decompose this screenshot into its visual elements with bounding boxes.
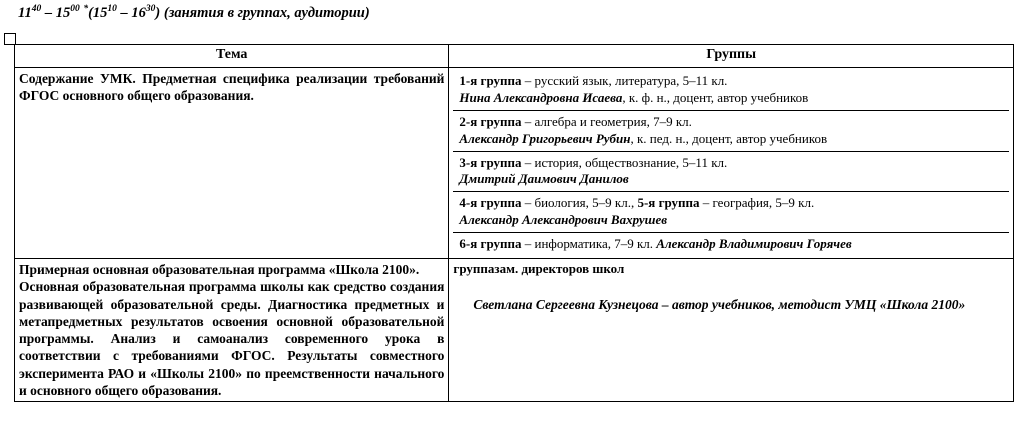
time-header-text: $11^{40} - 15^{00}$ $^*(15^{10} - 16^{30})$ (занятия в группах, аудитории) [18, 4, 370, 21]
group-subject-secondary: – география, 5–9 кл. [699, 195, 815, 211]
group-row [453, 110, 1009, 151]
table-row [15, 68, 1014, 259]
theme-cell-1: Содержание УМК. Предметная специфика реализации требований ФГОС основного общего образования. [15, 68, 449, 259]
group-subject: – русский язык, литература, 5–11 кл. [521, 73, 728, 88]
group-label: 1-я группа [459, 73, 522, 88]
group-entry-4 [453, 192, 1009, 233]
group-person: Александр Григорьевич Рубин [459, 130, 631, 146]
table-row [15, 259, 1014, 402]
group-label: 3-я группа [459, 154, 522, 170]
group-entry-1 [453, 70, 1009, 110]
group-subject: – биология, 5–9 кл., [521, 195, 638, 211]
column-header-theme: Тема [15, 45, 449, 68]
group-person-title: , к. пед. н., доцент, автор учебников [630, 130, 828, 146]
group-label: 6-я группа [459, 236, 522, 252]
group-row [453, 151, 1009, 192]
group-person: Нина Александровна Исаева [459, 89, 623, 105]
group-row [453, 70, 1009, 110]
theme-paragraph-2: Основная образовательная программа школы как средство создания развивающей образовательной среды. Диагностика предметных и метапредметных результатов освоения основной образовательной программы. Анализ и самоанализ современного урока в соответствии с требованиями ФГОС. Результаты совместного эксперимента РАО и «Школы 2100» по преемственности начального и основного общего образования. [19, 279, 445, 398]
schedule-table [14, 44, 1014, 402]
groups-subtable [453, 70, 1009, 256]
group-person: Александр Александрович Вахрушев [459, 212, 668, 228]
group-subject: – алгебра и геометрия, 7–9 кл. [521, 113, 692, 129]
group-label: 2-я группа [459, 113, 522, 129]
table-header-row [15, 45, 1014, 68]
column-header-groups: Группы [449, 45, 1014, 68]
group-label-secondary: 5-я группа [637, 195, 700, 211]
group-person: Александр Владимирович Горячев [656, 236, 852, 252]
theme-paragraph-1: Примерная основная образовательная программа «Школа 2100». [19, 262, 420, 278]
group-entry-3 [453, 151, 1009, 192]
group-person: Дмитрий Даимович Данилов [459, 171, 629, 187]
group-subject: – история, обществознание, 5–11 кл. [521, 154, 728, 170]
group-entry-2 [453, 110, 1009, 151]
group-label: 4-я группа [459, 195, 522, 211]
groups-person-label: Светлана Сергеевна Кузнецова – автор учебников, методист УМЦ «Школа 2100» [473, 296, 966, 312]
theme-cell-2 [15, 259, 449, 402]
group-row [453, 233, 1009, 256]
schedule-time-header [18, 5, 370, 22]
group-entry-5 [453, 233, 1009, 256]
groups-head-label: группазам. директоров школ [453, 261, 625, 277]
group-person-title: , к. ф. н., доцент, автор учебников [622, 89, 809, 105]
groups-cell-2 [449, 259, 1014, 402]
groups-cell-1 [449, 68, 1014, 259]
group-subject: – информатика, 7–9 кл. [521, 236, 657, 252]
group-row [453, 192, 1009, 233]
